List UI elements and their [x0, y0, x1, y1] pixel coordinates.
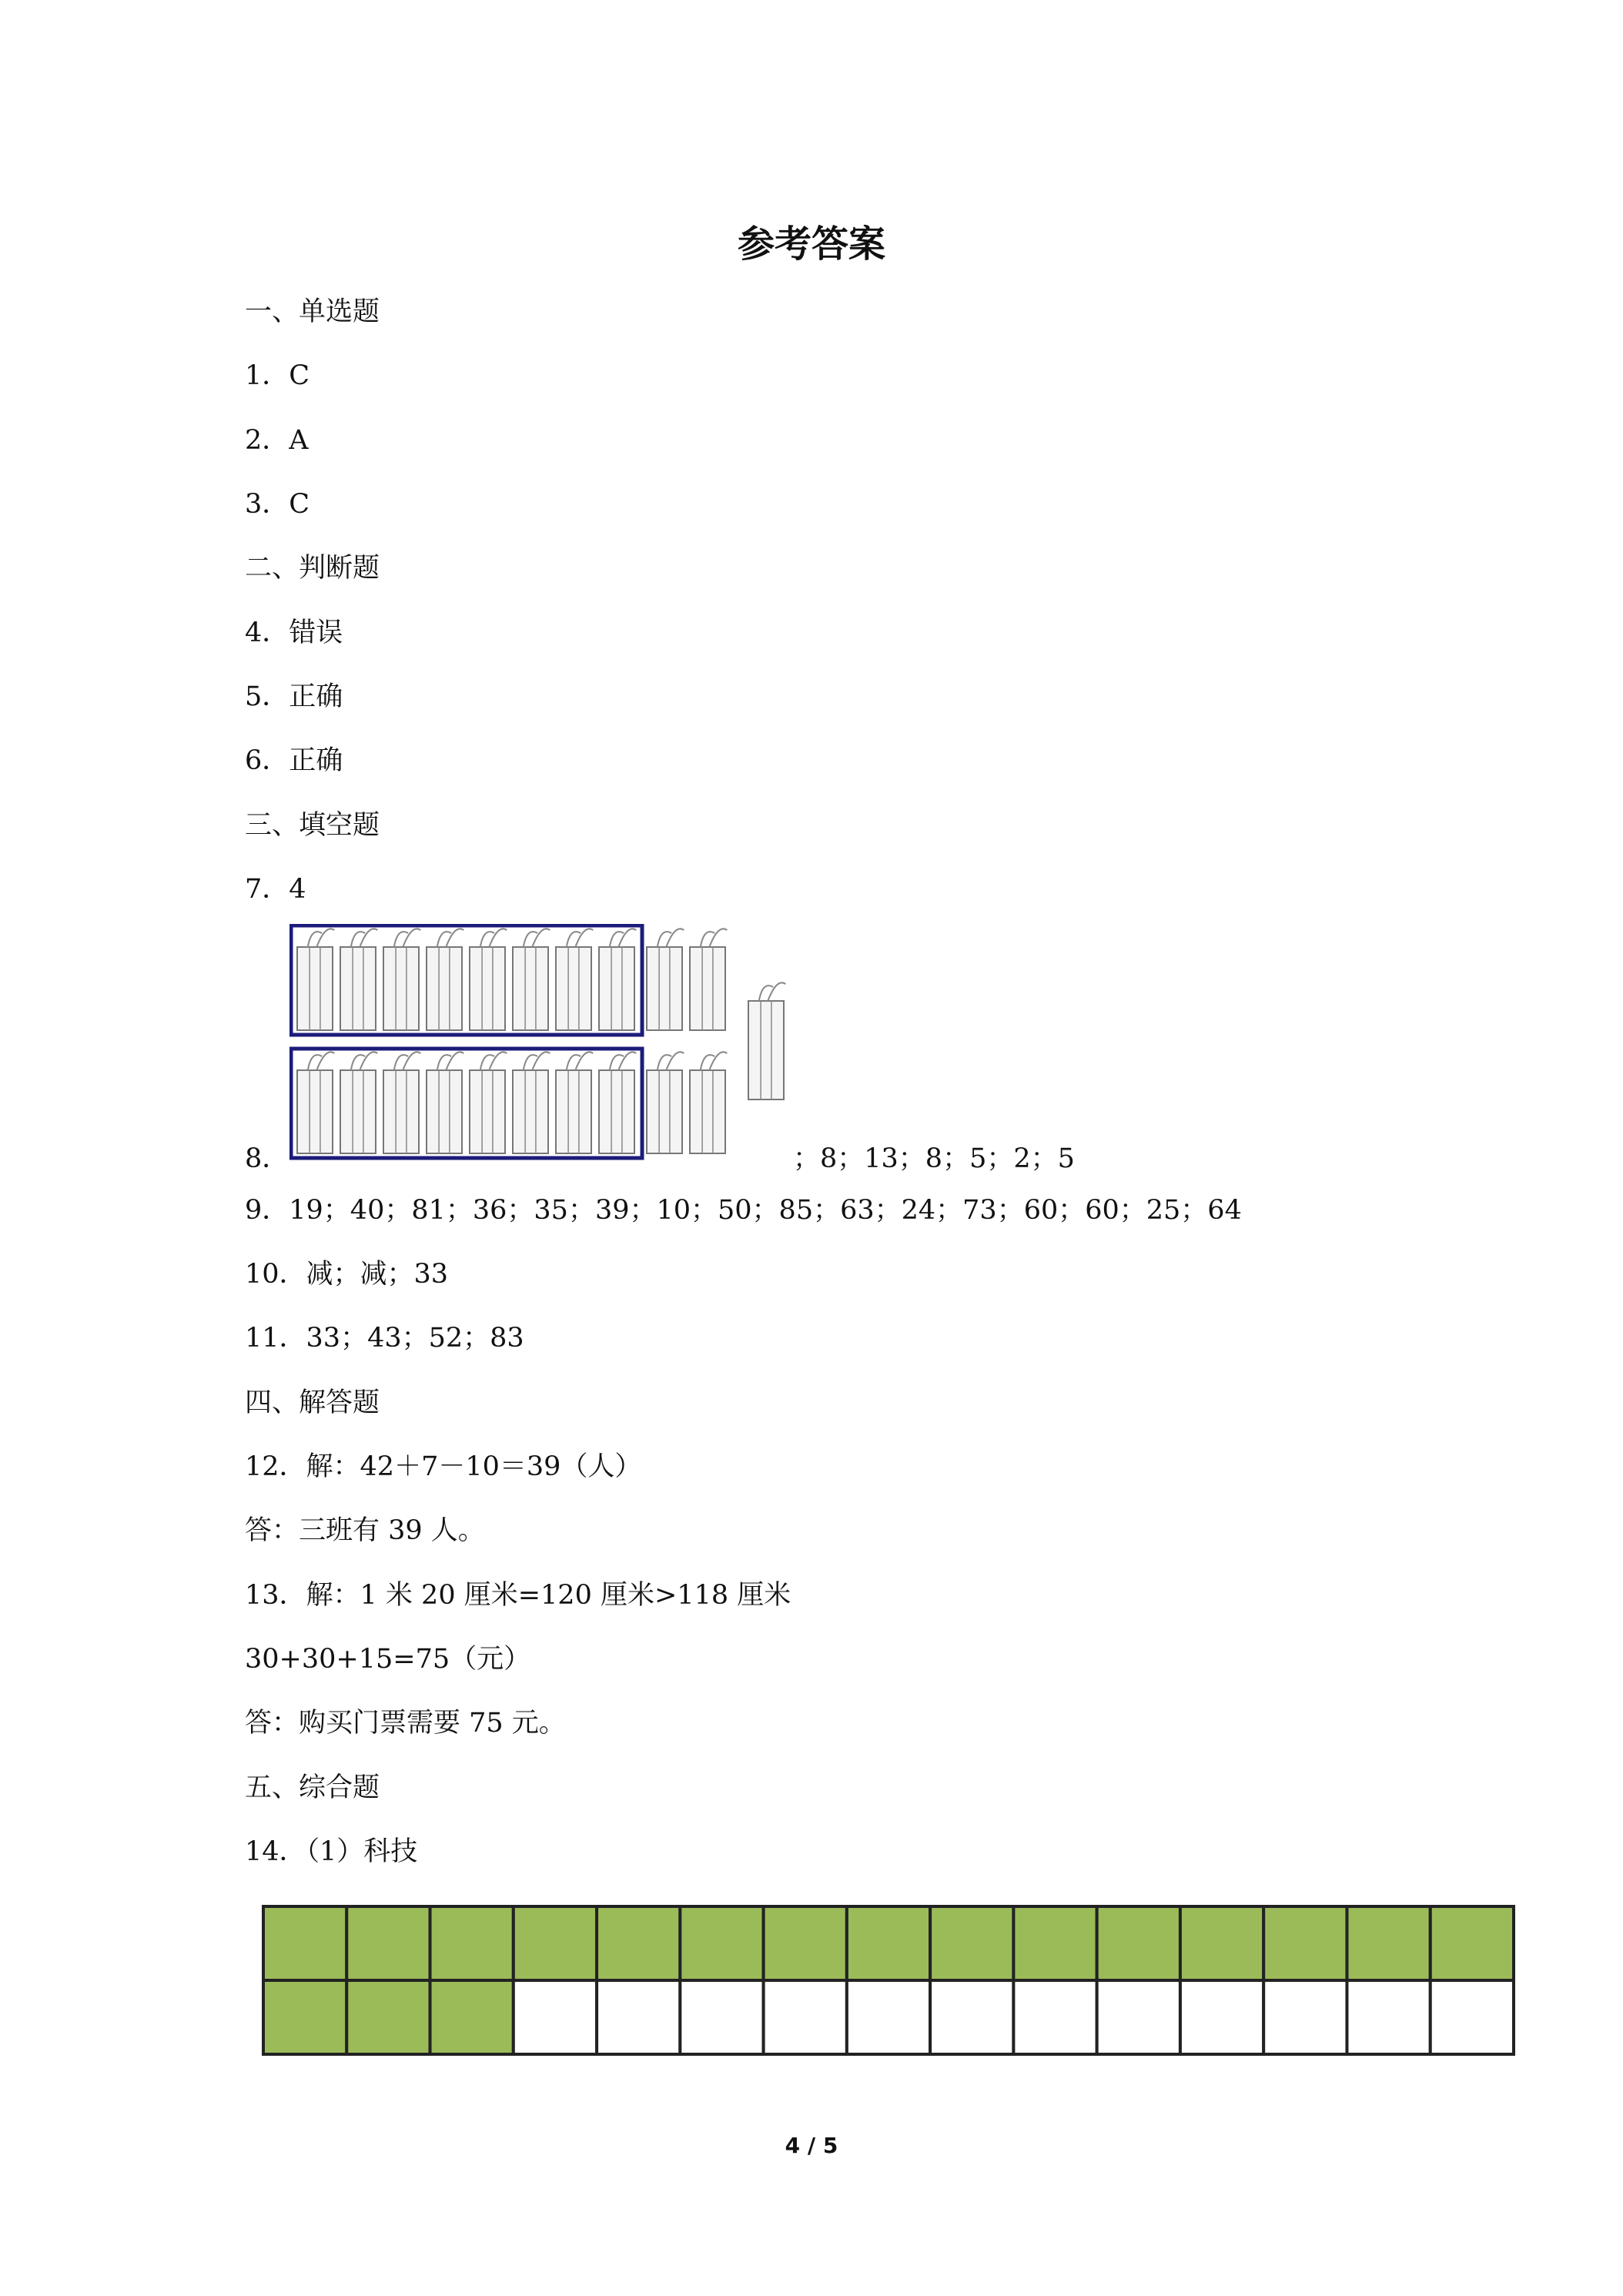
grid-cell-filled [514, 1906, 597, 1980]
grid-cell-empty [1347, 1980, 1430, 2054]
section-heading-single-choice: 一、单选题 [245, 296, 380, 327]
bundle-item-icon [599, 929, 636, 1030]
grid-cell-filled [1097, 1906, 1180, 1980]
bundle-item-icon [297, 929, 334, 1030]
answer-13: 13．解：1 米 20 厘米=120 厘米>118 厘米 [245, 1580, 791, 1611]
bundle-item-icon [647, 1052, 684, 1153]
page-number: 4 / 5 [785, 2133, 838, 2158]
bundle-item-icon [470, 1052, 507, 1153]
grid-cell-filled [263, 1980, 346, 2054]
grid-cell-filled [930, 1906, 1013, 1980]
answer-5: 5．正确 [245, 681, 343, 712]
grid-cell-filled [430, 1906, 514, 1980]
answer-8-values: ；8；13；8；5；2；5 [793, 1143, 1075, 1174]
bundle-item-icon [748, 982, 785, 1099]
answer-12-conclusion: 答：三班有 39 人。 [245, 1515, 485, 1546]
bundle-item-icon [427, 929, 463, 1030]
bundle-item-icon [513, 929, 550, 1030]
grid-cell-filled [1431, 1906, 1514, 1980]
grid-cell-filled [1263, 1906, 1347, 1980]
section-heading-true-false: 二、判断题 [245, 553, 380, 584]
grid-cell-filled [1180, 1906, 1263, 1980]
bundle-item-icon [556, 1052, 593, 1153]
grid-cell-empty [930, 1980, 1013, 2054]
bundle-item-icon [513, 1052, 550, 1153]
grid-cell-filled [680, 1906, 763, 1980]
bundle-item-icon [383, 1052, 420, 1153]
answer-3: 3．C [245, 489, 310, 520]
bundle-item-icon [599, 1052, 636, 1153]
answer-13-calculation: 30+30+15=75（元） [245, 1644, 531, 1675]
answer-6: 6．正确 [245, 745, 343, 776]
section-heading-word-problems: 四、解答题 [245, 1387, 380, 1418]
grid-cell-empty [1431, 1980, 1514, 2054]
answer-14: 14．（1）科技 [245, 1836, 418, 1867]
bundle-item-icon [690, 1052, 727, 1153]
grid-cell-empty [1097, 1980, 1180, 2054]
grid-cell-filled [346, 1980, 430, 2054]
answer-9: 9．19；40；81；36；35；39；10；50；85；63；24；73；60；60；25；64 [245, 1195, 1242, 1226]
grid-cell-empty [1180, 1980, 1263, 2054]
bundle-item-icon [297, 1052, 334, 1153]
grid-cell-filled [1013, 1906, 1096, 1980]
grid-cell-empty [680, 1980, 763, 2054]
colored-grid [260, 1903, 1517, 2057]
grid-cell-filled [1347, 1906, 1430, 1980]
section-heading-comprehensive: 五、综合题 [245, 1772, 380, 1803]
answer-10: 10．减；减；33 [245, 1259, 449, 1290]
answer-4: 4．错误 [245, 618, 343, 648]
bundle-item-icon [690, 929, 727, 1030]
grid-cell-empty [847, 1980, 930, 2054]
answer-13-conclusion: 答：购买门票需要 75 元。 [245, 1708, 566, 1739]
bundle-item-icon [340, 1052, 377, 1153]
bundled-items-figure [289, 924, 790, 1166]
bundle-item-icon [647, 929, 684, 1030]
answer-12: 12．解：42＋7－10＝39（人） [245, 1451, 642, 1482]
grid-cell-empty [514, 1980, 597, 2054]
page-title: 参考答案 [737, 223, 885, 266]
section-heading-fill-blank: 三、填空题 [245, 810, 380, 841]
answer-8-prefix: 8． [245, 1143, 289, 1174]
grid-cell-empty [597, 1980, 680, 2054]
grid-cell-filled [263, 1906, 346, 1980]
grid-cell-filled [346, 1906, 430, 1980]
grid-cell-empty [764, 1980, 847, 2054]
answer-1: 1．C [245, 360, 310, 391]
grid-cell-empty [1263, 1980, 1347, 2054]
grid-cell-filled [597, 1906, 680, 1980]
grid-cell-filled [764, 1906, 847, 1980]
bundle-item-icon [340, 929, 377, 1030]
answer-11: 11．33；43；52；83 [245, 1323, 524, 1354]
bundle-item-icon [556, 929, 593, 1030]
grid-cell-filled [430, 1980, 514, 2054]
bundle-item-icon [383, 929, 420, 1030]
bundle-item-icon [470, 929, 507, 1030]
grid-cell-empty [1013, 1980, 1096, 2054]
answer-7: 7．4 [245, 874, 306, 905]
bundle-item-icon [427, 1052, 463, 1153]
answer-2: 2．A [245, 425, 309, 456]
grid-cell-filled [847, 1906, 930, 1980]
